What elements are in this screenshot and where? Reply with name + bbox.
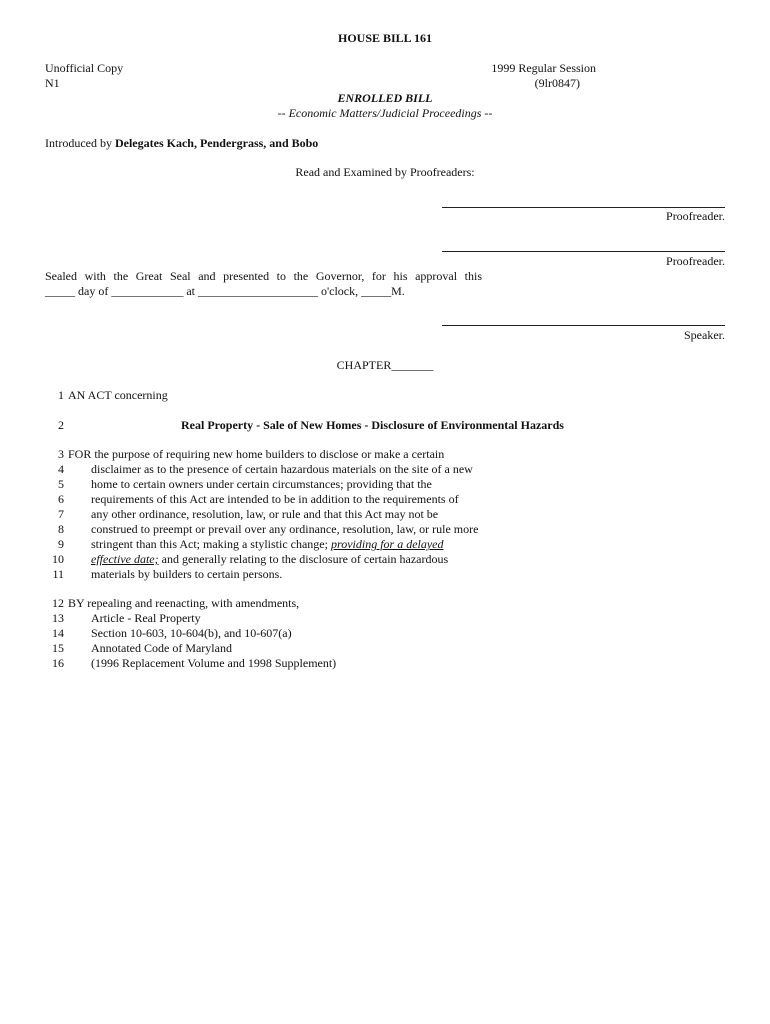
bill-line: BY repealing and reenacting, with amendments, bbox=[68, 596, 300, 610]
line-number: 6 bbox=[58, 492, 64, 506]
bill-line: Annotated Code of Maryland bbox=[91, 641, 232, 655]
committee-line: -- Economic Matters/Judicial Proceedings -- bbox=[277, 106, 493, 120]
speaker-signature-line bbox=[442, 325, 725, 326]
chapter-code: N1 bbox=[45, 76, 60, 90]
line-number: 8 bbox=[58, 522, 64, 536]
bill-line: construed to preempt or prevail over any ordinance, resolution, law, or rule more bbox=[91, 522, 479, 536]
enrolled-bill-heading: ENROLLED BILL bbox=[337, 91, 433, 105]
line-number: 3 bbox=[58, 447, 64, 461]
bill-title: HOUSE BILL 161 bbox=[337, 31, 433, 45]
act-title: Real Property - Sale of New Homes - Disclosure of Environmental Hazards bbox=[181, 418, 564, 432]
bill-line: AN ACT concerning bbox=[68, 388, 168, 402]
line-number: 16 bbox=[52, 656, 64, 670]
bill-line: disclaimer as to the presence of certain hazardous materials on the site of a new bbox=[91, 462, 473, 476]
unofficial-copy-label: Unofficial Copy bbox=[45, 61, 124, 75]
proofreader-signature-line-1 bbox=[442, 207, 725, 208]
line-number: 1 bbox=[58, 388, 64, 402]
bill-line: any other ordinance, resolution, law, or rule and that this Act may not be bbox=[91, 507, 439, 521]
proofreader-label-2: Proofreader. bbox=[666, 254, 725, 268]
drafting-number: (9lr0847) bbox=[534, 76, 580, 90]
bill-line: home to certain owners under certain circumstances; providing that the bbox=[91, 477, 432, 491]
line-number: 10 bbox=[52, 552, 64, 566]
bill-line: Article - Real Property bbox=[91, 611, 201, 625]
line-number: 2 bbox=[58, 418, 64, 432]
proofreader-label-1: Proofreader. bbox=[666, 209, 725, 223]
amendment-insertion: providing for a delayed bbox=[330, 537, 444, 551]
seal-line-1: Sealed with the Great Seal and presented to the Governor, for his approval this bbox=[45, 269, 482, 283]
line-number: 5 bbox=[58, 477, 64, 491]
bill-line: Section 10-603, 10-604(b), and 10-607(a) bbox=[91, 626, 292, 640]
bill-line: effective date; and generally relating to the disclosure of certain hazardous bbox=[91, 552, 449, 566]
bill-line: (1996 Replacement Volume and 1998 Supplement) bbox=[91, 656, 337, 670]
line-number: 7 bbox=[58, 507, 64, 521]
proofreaders-heading: Read and Examined by Proofreaders: bbox=[295, 165, 475, 179]
bill-line: FOR the purpose of requiring new home builders to disclose or make a certain bbox=[68, 447, 445, 461]
line-number: 14 bbox=[52, 626, 64, 640]
amendment-insertion: effective date; bbox=[91, 552, 159, 566]
chapter-blank: CHAPTER_______ bbox=[336, 358, 434, 372]
line-number: 4 bbox=[58, 462, 64, 476]
bill-line: stringent than this Act; making a stylistic change; providing for a delayed bbox=[91, 537, 444, 551]
speaker-label: Speaker. bbox=[684, 328, 725, 342]
line-number: 13 bbox=[52, 611, 64, 625]
line-number: 12 bbox=[52, 596, 64, 610]
seal-statement bbox=[45, 269, 482, 299]
introduced-by bbox=[45, 136, 318, 151]
introduced-prefix: Introduced by bbox=[45, 136, 115, 150]
line-number: 11 bbox=[52, 567, 64, 581]
seal-line-2: _____ day of ____________ at ____________________ o'clock, _____M. bbox=[45, 284, 405, 298]
bill-line: materials by builders to certain persons. bbox=[91, 567, 283, 581]
proofreader-signature-line-2 bbox=[442, 251, 725, 252]
session-label: 1999 Regular Session bbox=[491, 61, 596, 75]
line-number: 15 bbox=[52, 641, 64, 655]
sponsors: Delegates Kach, Pendergrass, and Bobo bbox=[114, 136, 319, 150]
bill-line: requirements of this Act are intended to be in addition to the requirements of bbox=[91, 492, 459, 506]
line-number: 9 bbox=[58, 537, 64, 551]
